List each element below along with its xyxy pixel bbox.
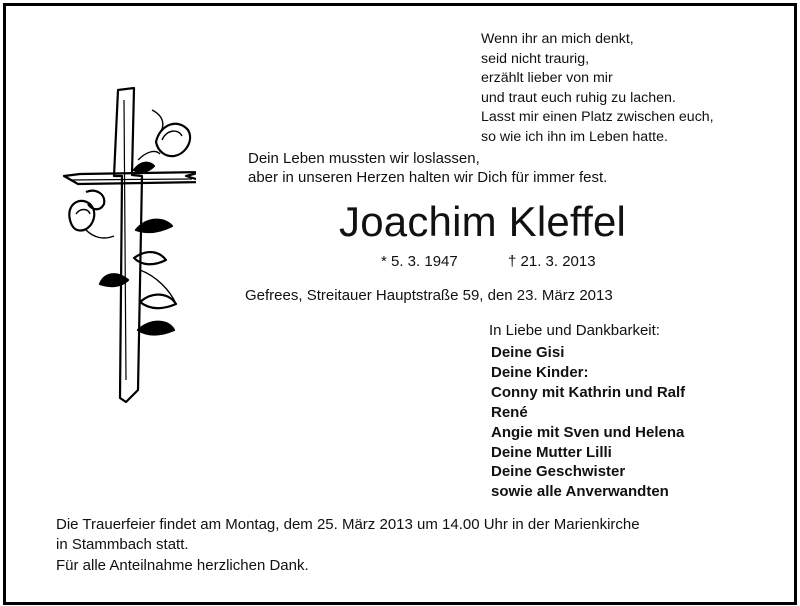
- intro-line: Dein Leben mussten wir loslassen,: [248, 150, 480, 167]
- mourner-line: sowie alle Anverwandten: [491, 483, 669, 501]
- poem-line: Wenn ihr an mich denkt,: [481, 31, 634, 47]
- intro-line: aber in unseren Herzen halten wir Dich für immer fest.: [248, 169, 608, 186]
- place-and-date: Gefrees, Streitauer Hauptstraße 59, den 23. März 2013: [245, 287, 613, 304]
- service-line: Die Trauerfeier findet am Montag, dem 25. März 2013 um 14.00 Uhr in der Marienkirche: [56, 516, 640, 533]
- death-date: † 21. 3. 2013: [508, 253, 596, 270]
- service-notice: [56, 515, 640, 555]
- birth-date: * 5. 3. 1947: [381, 253, 458, 270]
- mourner-line: Conny mit Kathrin und Ralf: [491, 383, 686, 401]
- cross-with-roses-icon: [56, 80, 196, 410]
- service-line: in Stammbach statt.: [56, 536, 189, 553]
- mourner-line: Deine Gisi: [491, 344, 565, 361]
- intro-text: [248, 149, 607, 187]
- poem-line: und traut euch ruhig zu lachen.: [481, 89, 676, 106]
- mourners-list: [491, 343, 685, 502]
- mourner-line: Angie mit Sven und Helena: [491, 423, 685, 441]
- closing-thanks: Für alle Anteilnahme herzlichen Dank.: [56, 557, 309, 574]
- mourner-line: Deine Mutter Lilli: [491, 443, 612, 461]
- mourner-line: Deine Kinder:: [491, 363, 589, 381]
- mourner-line: Deine Geschwister: [491, 463, 626, 481]
- deceased-name: Joachim Kleffel: [339, 198, 627, 245]
- poem-line: Lasst mir einen Platz zwischen euch,: [481, 109, 714, 126]
- poem-line: erzählt lieber von mir: [481, 70, 613, 87]
- poem: [481, 30, 714, 148]
- mourner-line: René: [491, 403, 528, 421]
- poem-line: so wie ich ihn im Leben hatte.: [481, 128, 668, 145]
- poem-line: seid nicht traurig,: [481, 50, 590, 67]
- thanks-heading: In Liebe und Dankbarkeit:: [489, 322, 660, 339]
